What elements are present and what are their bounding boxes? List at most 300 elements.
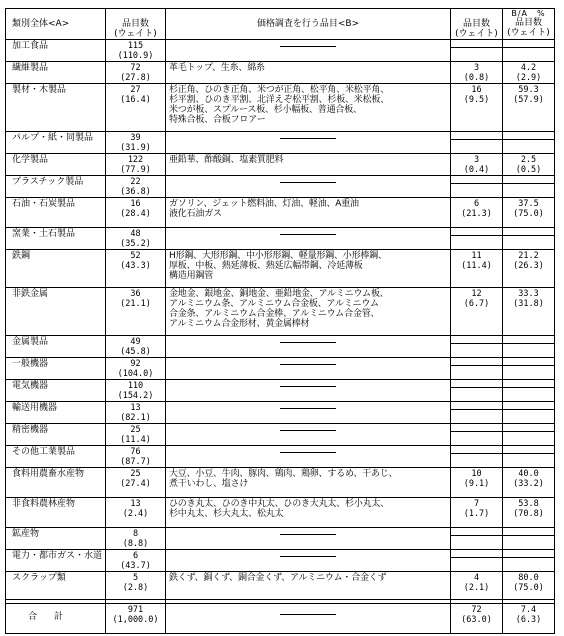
item-line: 杉正角、ひのき正角、米つが正角、松平角、米松平角、 bbox=[169, 85, 390, 95]
weight-a-value: (104.0) bbox=[117, 369, 154, 379]
category-label: その他工業製品 bbox=[12, 447, 76, 457]
table-row bbox=[6, 154, 555, 176]
dash-line bbox=[503, 47, 555, 48]
count-b-cell bbox=[451, 550, 503, 572]
count-a-cell bbox=[106, 84, 166, 132]
category-cell bbox=[6, 498, 106, 528]
category-label: 電力・都市ガス・水道 bbox=[12, 551, 103, 561]
table-row bbox=[6, 358, 555, 380]
dash-line bbox=[451, 47, 503, 48]
count-a-cell bbox=[106, 154, 166, 176]
dash-line bbox=[503, 387, 555, 388]
ratio-cell bbox=[503, 84, 555, 132]
count-a-value: 115 bbox=[127, 41, 144, 51]
ratio-cell bbox=[503, 572, 555, 600]
dash-line bbox=[451, 453, 503, 454]
category-cell bbox=[6, 336, 106, 358]
count-b-cell bbox=[451, 40, 503, 62]
table-row bbox=[6, 228, 555, 250]
ratio-cell bbox=[503, 550, 555, 572]
count-a-cell bbox=[106, 176, 166, 198]
header-count-a bbox=[106, 9, 166, 40]
count-b-cell bbox=[451, 572, 503, 600]
category-cell bbox=[6, 528, 106, 550]
ratio-cell bbox=[503, 358, 555, 380]
count-a-value: 5 bbox=[132, 573, 139, 583]
ratio-count-value: 21.2 bbox=[518, 251, 539, 261]
ratio-count-value: 53.8 bbox=[518, 499, 539, 509]
weight-b-value: (1.7) bbox=[463, 509, 490, 519]
dash-line bbox=[451, 139, 503, 140]
count-a-value: 36 bbox=[130, 289, 141, 299]
header-row bbox=[6, 9, 555, 40]
items-cell bbox=[166, 468, 451, 498]
table-row bbox=[6, 572, 555, 600]
dash-line bbox=[280, 614, 336, 615]
category-cell bbox=[6, 84, 106, 132]
count-b-cell bbox=[451, 84, 503, 132]
dash-line bbox=[503, 535, 555, 536]
category-label: スクラップ類 bbox=[12, 573, 66, 583]
count-b-value: 3 bbox=[473, 63, 480, 73]
ratio-count-value: 40.0 bbox=[518, 469, 539, 479]
items-cell bbox=[166, 154, 451, 176]
ratio-cell bbox=[503, 380, 555, 402]
item-line: ガソリン、ジェット燃料油、灯油、軽油、A重油 bbox=[169, 199, 359, 209]
category-label: 化学製品 bbox=[12, 155, 49, 165]
category-label: 非鉄金属 bbox=[12, 289, 49, 299]
weight-a-value: (35.2) bbox=[120, 239, 151, 249]
count-b-value: 11 bbox=[471, 251, 482, 261]
dash-line bbox=[280, 234, 336, 235]
weight-a-value: (31.9) bbox=[120, 143, 151, 153]
item-line: H形鋼、大形形鋼、中小形形鋼、軽量形鋼、小形棒鋼、 bbox=[169, 251, 387, 261]
count-a-cell bbox=[106, 62, 166, 84]
ratio-cell bbox=[503, 288, 555, 336]
items-cell bbox=[166, 402, 451, 424]
weight-a-value: (45.8) bbox=[120, 347, 151, 357]
count-a-cell bbox=[106, 380, 166, 402]
items-cell bbox=[166, 528, 451, 550]
ratio-cell bbox=[503, 528, 555, 550]
category-label: 食料用農畜水産物 bbox=[12, 469, 85, 479]
count-b-cell bbox=[451, 62, 503, 84]
ratio-cell bbox=[503, 132, 555, 154]
weight-a-value: (110.9) bbox=[117, 51, 154, 61]
item-line: 液化石油ガス bbox=[169, 209, 222, 219]
weight-a-value: (21.1) bbox=[120, 299, 151, 309]
weight-a-value: (154.2) bbox=[117, 391, 154, 401]
dash-line bbox=[451, 365, 503, 366]
count-b-value: 12 bbox=[471, 289, 482, 299]
header-weight-b-label: (ウェイト) bbox=[455, 29, 498, 39]
table-row bbox=[6, 336, 555, 358]
ratio-count-value: 33.3 bbox=[518, 289, 539, 299]
count-b-cell bbox=[451, 402, 503, 424]
items-cell bbox=[166, 228, 451, 250]
items-cell bbox=[166, 424, 451, 446]
total-ratio-count: 7.4 bbox=[520, 605, 537, 615]
category-label: 製材・木製品 bbox=[12, 85, 67, 95]
dash-line bbox=[503, 409, 555, 410]
items-cell bbox=[166, 336, 451, 358]
count-a-cell bbox=[106, 358, 166, 380]
table-row bbox=[6, 288, 555, 336]
total-count-a-cell bbox=[106, 604, 166, 634]
count-b-cell bbox=[451, 176, 503, 198]
weight-a-value: (87.7) bbox=[120, 457, 151, 467]
item-line: 鉄くず、銅くず、銅合金くず、アルミニウム・合金くず bbox=[169, 573, 387, 583]
ratio-cell bbox=[503, 40, 555, 62]
ratio-cell bbox=[503, 498, 555, 528]
count-b-cell bbox=[451, 498, 503, 528]
ratio-weight-value: (57.9) bbox=[513, 95, 544, 105]
category-label: 繊維製品 bbox=[12, 63, 49, 73]
item-line: 大豆、小豆、牛肉、豚肉、鶏肉、鶏卵、するめ、干あじ、 bbox=[169, 469, 398, 479]
count-b-cell bbox=[451, 336, 503, 358]
dash-line bbox=[451, 183, 503, 184]
table-row bbox=[6, 62, 555, 84]
items-cell bbox=[166, 358, 451, 380]
price-survey-table-sheet bbox=[5, 8, 555, 634]
count-b-value: 16 bbox=[471, 85, 482, 95]
count-b-value: 10 bbox=[471, 469, 482, 479]
table-row bbox=[6, 528, 555, 550]
category-cell bbox=[6, 132, 106, 154]
dash-line bbox=[451, 535, 503, 536]
weight-b-value: (21.3) bbox=[461, 209, 492, 219]
table-row bbox=[6, 250, 555, 288]
item-line: 合金条、アルミニウム合金棒、アルミニウム合金管、 bbox=[169, 309, 380, 319]
items-cell bbox=[166, 132, 451, 154]
count-b-cell bbox=[451, 132, 503, 154]
count-a-value: 13 bbox=[130, 499, 141, 509]
count-b-value: 6 bbox=[473, 199, 480, 209]
weight-a-value: (16.4) bbox=[120, 95, 151, 105]
count-a-cell bbox=[106, 336, 166, 358]
category-cell bbox=[6, 380, 106, 402]
dash-line bbox=[503, 343, 555, 344]
weight-a-value: (2.8) bbox=[122, 583, 149, 593]
category-label: プラスチック製品 bbox=[12, 177, 84, 187]
count-b-cell bbox=[451, 468, 503, 498]
count-a-value: 39 bbox=[130, 133, 141, 143]
total-count-a: 971 bbox=[127, 605, 144, 615]
total-ratio-cell bbox=[503, 604, 555, 634]
ratio-cell bbox=[503, 154, 555, 176]
total-count-b-cell bbox=[451, 604, 503, 634]
weight-b-value: (11.4) bbox=[461, 261, 492, 271]
count-a-value: 72 bbox=[130, 63, 141, 73]
table-row bbox=[6, 498, 555, 528]
ratio-cell bbox=[503, 446, 555, 468]
total-label-text: 合 計 bbox=[28, 612, 68, 622]
weight-a-value: (11.4) bbox=[120, 435, 151, 445]
category-cell bbox=[6, 358, 106, 380]
ratio-cell bbox=[503, 250, 555, 288]
dash-line bbox=[451, 235, 503, 236]
ratio-weight-value: (2.9) bbox=[515, 73, 542, 83]
weight-a-value: (27.4) bbox=[120, 479, 151, 489]
count-a-cell bbox=[106, 250, 166, 288]
ratio-cell bbox=[503, 198, 555, 228]
category-cell bbox=[6, 288, 106, 336]
count-b-value: 3 bbox=[473, 155, 480, 165]
category-cell bbox=[6, 40, 106, 62]
dash-line bbox=[451, 343, 503, 344]
items-cell bbox=[166, 250, 451, 288]
category-cell bbox=[6, 550, 106, 572]
count-b-cell bbox=[451, 228, 503, 250]
table-body bbox=[6, 40, 555, 634]
table-row bbox=[6, 550, 555, 572]
items-cell bbox=[166, 84, 451, 132]
dash-line bbox=[280, 452, 336, 453]
weight-a-value: (77.9) bbox=[120, 165, 151, 175]
table-row bbox=[6, 380, 555, 402]
count-b-cell bbox=[451, 424, 503, 446]
count-b-cell bbox=[451, 528, 503, 550]
items-cell bbox=[166, 572, 451, 600]
ratio-count-value: 2.5 bbox=[520, 155, 537, 165]
weight-b-value: (9.1) bbox=[463, 479, 490, 489]
total-count-b: 72 bbox=[471, 605, 482, 615]
category-label: 加工食品 bbox=[12, 41, 49, 51]
category-cell bbox=[6, 572, 106, 600]
ratio-cell bbox=[503, 176, 555, 198]
category-cell bbox=[6, 446, 106, 468]
dash-line bbox=[503, 365, 555, 366]
dash-line bbox=[503, 235, 555, 236]
item-line: アルミニウム合金形材、黄金属棒材 bbox=[169, 319, 310, 329]
dash-line bbox=[451, 409, 503, 410]
count-a-value: 6 bbox=[132, 551, 139, 561]
ratio-weight-value: (33.2) bbox=[513, 479, 544, 489]
ratio-weight-value: (0.5) bbox=[515, 165, 542, 175]
count-a-value: 48 bbox=[130, 229, 141, 239]
table-row bbox=[6, 40, 555, 62]
count-a-value: 27 bbox=[130, 85, 141, 95]
dash-line bbox=[451, 387, 503, 388]
weight-b-value: (0.4) bbox=[463, 165, 490, 175]
table-row bbox=[6, 468, 555, 498]
category-label: 一般機器 bbox=[12, 359, 49, 369]
category-label: 鉄鋼 bbox=[12, 251, 31, 261]
weight-b-value: (2.1) bbox=[463, 583, 490, 593]
count-b-cell bbox=[451, 446, 503, 468]
table-row bbox=[6, 132, 555, 154]
count-a-cell bbox=[106, 402, 166, 424]
items-cell bbox=[166, 550, 451, 572]
total-ratio-weight: (6.3) bbox=[515, 615, 542, 625]
count-a-cell bbox=[106, 40, 166, 62]
count-a-value: 8 bbox=[132, 529, 139, 539]
dash-line bbox=[451, 431, 503, 432]
count-a-cell bbox=[106, 528, 166, 550]
item-line: 金地金、銀地金、銅地金、亜鉛地金、アルミニウム板、 bbox=[169, 289, 389, 299]
count-a-value: 22 bbox=[130, 177, 141, 187]
items-cell bbox=[166, 498, 451, 528]
ratio-cell bbox=[503, 228, 555, 250]
ratio-count-value: 4.2 bbox=[520, 63, 537, 73]
header-ratio-weight-label: (ウェイト) bbox=[507, 28, 550, 38]
total-weight-b: (63.0) bbox=[461, 615, 492, 625]
item-line: 亜鉛華、酢酸銅、塩素質肥料 bbox=[169, 155, 284, 165]
count-a-value: 110 bbox=[127, 381, 144, 391]
header-count-a-label: 品目数 bbox=[121, 19, 149, 29]
count-b-value: 4 bbox=[473, 573, 480, 583]
ratio-cell bbox=[503, 402, 555, 424]
items-cell bbox=[166, 198, 451, 228]
dash-line bbox=[280, 182, 336, 183]
table-row bbox=[6, 176, 555, 198]
count-a-value: 25 bbox=[130, 425, 141, 435]
total-items-cell bbox=[166, 604, 451, 634]
category-cell bbox=[6, 468, 106, 498]
item-line: 米つが板、スプルース板、杉小幅板、普通合板、 bbox=[169, 105, 362, 115]
table-row bbox=[6, 446, 555, 468]
weight-b-value: (6.7) bbox=[463, 299, 490, 309]
category-cell bbox=[6, 176, 106, 198]
ratio-cell bbox=[503, 62, 555, 84]
dash-line bbox=[280, 556, 336, 557]
count-b-cell bbox=[451, 380, 503, 402]
dash-line bbox=[503, 557, 555, 558]
category-label: 電気機器 bbox=[12, 381, 49, 391]
items-cell bbox=[166, 40, 451, 62]
weight-a-value: (43.7) bbox=[120, 561, 151, 571]
category-cell bbox=[6, 228, 106, 250]
items-cell bbox=[166, 62, 451, 84]
count-a-value: 122 bbox=[127, 155, 144, 165]
count-a-value: 92 bbox=[130, 359, 141, 369]
header-category: 類別全体<A> bbox=[6, 9, 106, 40]
dash-line bbox=[280, 386, 336, 387]
count-b-value: 7 bbox=[473, 499, 480, 509]
item-line: ひのき丸太、ひのき中丸太、ひのき大丸太、杉小丸太、 bbox=[169, 499, 390, 509]
dash-line bbox=[280, 364, 336, 365]
ratio-cell bbox=[503, 424, 555, 446]
dash-line bbox=[280, 408, 336, 409]
count-a-cell bbox=[106, 446, 166, 468]
item-line: 煮干いわし、塩さけ bbox=[169, 479, 249, 489]
weight-a-value: (82.1) bbox=[120, 413, 151, 423]
count-a-value: 49 bbox=[130, 337, 141, 347]
category-label: 石油・石炭製品 bbox=[12, 199, 76, 209]
count-a-cell bbox=[106, 132, 166, 154]
dash-line bbox=[503, 453, 555, 454]
category-label: 窯業・土石製品 bbox=[12, 229, 76, 239]
item-line: 革毛トップ、生糸、綿糸 bbox=[169, 63, 265, 73]
ratio-weight-value: (75.0) bbox=[513, 209, 544, 219]
count-b-cell bbox=[451, 198, 503, 228]
dash-line bbox=[280, 430, 336, 431]
weight-a-value: (28.4) bbox=[120, 209, 151, 219]
header-ratio-count-label: 品目数 bbox=[514, 18, 542, 28]
count-a-cell bbox=[106, 198, 166, 228]
price-survey-table bbox=[5, 8, 555, 634]
ratio-cell bbox=[503, 468, 555, 498]
count-a-cell bbox=[106, 550, 166, 572]
count-a-cell bbox=[106, 228, 166, 250]
category-cell bbox=[6, 250, 106, 288]
header-count-b bbox=[451, 9, 503, 40]
category-label: 非食料農林産物 bbox=[12, 499, 76, 509]
table-row bbox=[6, 198, 555, 228]
category-cell bbox=[6, 198, 106, 228]
ratio-count-value: 37.5 bbox=[518, 199, 539, 209]
header-weight-a-label: (ウェイト) bbox=[114, 29, 157, 39]
dash-line bbox=[280, 46, 336, 47]
count-b-cell bbox=[451, 288, 503, 336]
table-row bbox=[6, 424, 555, 446]
item-line: 杉中丸太、杉大丸太、松丸太 bbox=[169, 509, 284, 519]
category-label: パルプ・紙・同製品 bbox=[12, 133, 94, 143]
items-cell bbox=[166, 176, 451, 198]
count-a-cell bbox=[106, 424, 166, 446]
ratio-weight-value: (75.0) bbox=[513, 583, 544, 593]
category-cell bbox=[6, 62, 106, 84]
count-b-cell bbox=[451, 154, 503, 176]
count-a-cell bbox=[106, 288, 166, 336]
total-weight-a: (1,000.0) bbox=[112, 615, 159, 625]
dash-line bbox=[280, 138, 336, 139]
header-count-b-label: 品目数 bbox=[462, 19, 490, 29]
weight-b-value: (0.8) bbox=[463, 73, 490, 83]
count-a-cell bbox=[106, 468, 166, 498]
count-a-value: 13 bbox=[130, 403, 141, 413]
category-cell bbox=[6, 402, 106, 424]
table-row bbox=[6, 402, 555, 424]
count-a-value: 16 bbox=[130, 199, 141, 209]
ratio-count-value: 80.0 bbox=[518, 573, 539, 583]
items-cell bbox=[166, 446, 451, 468]
ratio-weight-value: (31.8) bbox=[513, 299, 544, 309]
count-a-cell bbox=[106, 572, 166, 600]
item-line: 杉平割、ひのき平割、北洋えぞ松平割、杉板、米松板、 bbox=[169, 95, 390, 105]
count-b-cell bbox=[451, 250, 503, 288]
count-a-cell bbox=[106, 498, 166, 528]
dash-line bbox=[280, 342, 336, 343]
items-cell bbox=[166, 288, 451, 336]
weight-a-value: (36.8) bbox=[120, 187, 151, 197]
category-label: 輸送用機器 bbox=[12, 403, 58, 413]
category-label: 金属製品 bbox=[12, 337, 49, 347]
ratio-cell bbox=[503, 336, 555, 358]
dash-line bbox=[280, 534, 336, 535]
weight-a-value: (2.4) bbox=[122, 509, 149, 519]
header-items: 価格調査を行う品目<B> bbox=[166, 9, 451, 40]
dash-line bbox=[451, 557, 503, 558]
weight-b-value: (9.5) bbox=[463, 95, 490, 105]
category-cell bbox=[6, 424, 106, 446]
count-b-cell bbox=[451, 358, 503, 380]
ratio-weight-value: (70.8) bbox=[513, 509, 544, 519]
dash-line bbox=[503, 431, 555, 432]
count-a-value: 76 bbox=[130, 447, 141, 457]
count-a-value: 25 bbox=[130, 469, 141, 479]
weight-a-value: (43.3) bbox=[120, 261, 151, 271]
total-row bbox=[6, 604, 555, 634]
table-row bbox=[6, 84, 555, 132]
item-line: 特殊合板、合板フロアー bbox=[169, 115, 266, 125]
category-label: 精密機器 bbox=[12, 425, 49, 435]
header-ratio bbox=[503, 9, 555, 40]
weight-a-value: (27.8) bbox=[120, 73, 151, 83]
item-line: アルミニウム条、アルミニウム合金板、アルミニウム bbox=[169, 299, 379, 309]
items-cell bbox=[166, 380, 451, 402]
category-cell bbox=[6, 154, 106, 176]
